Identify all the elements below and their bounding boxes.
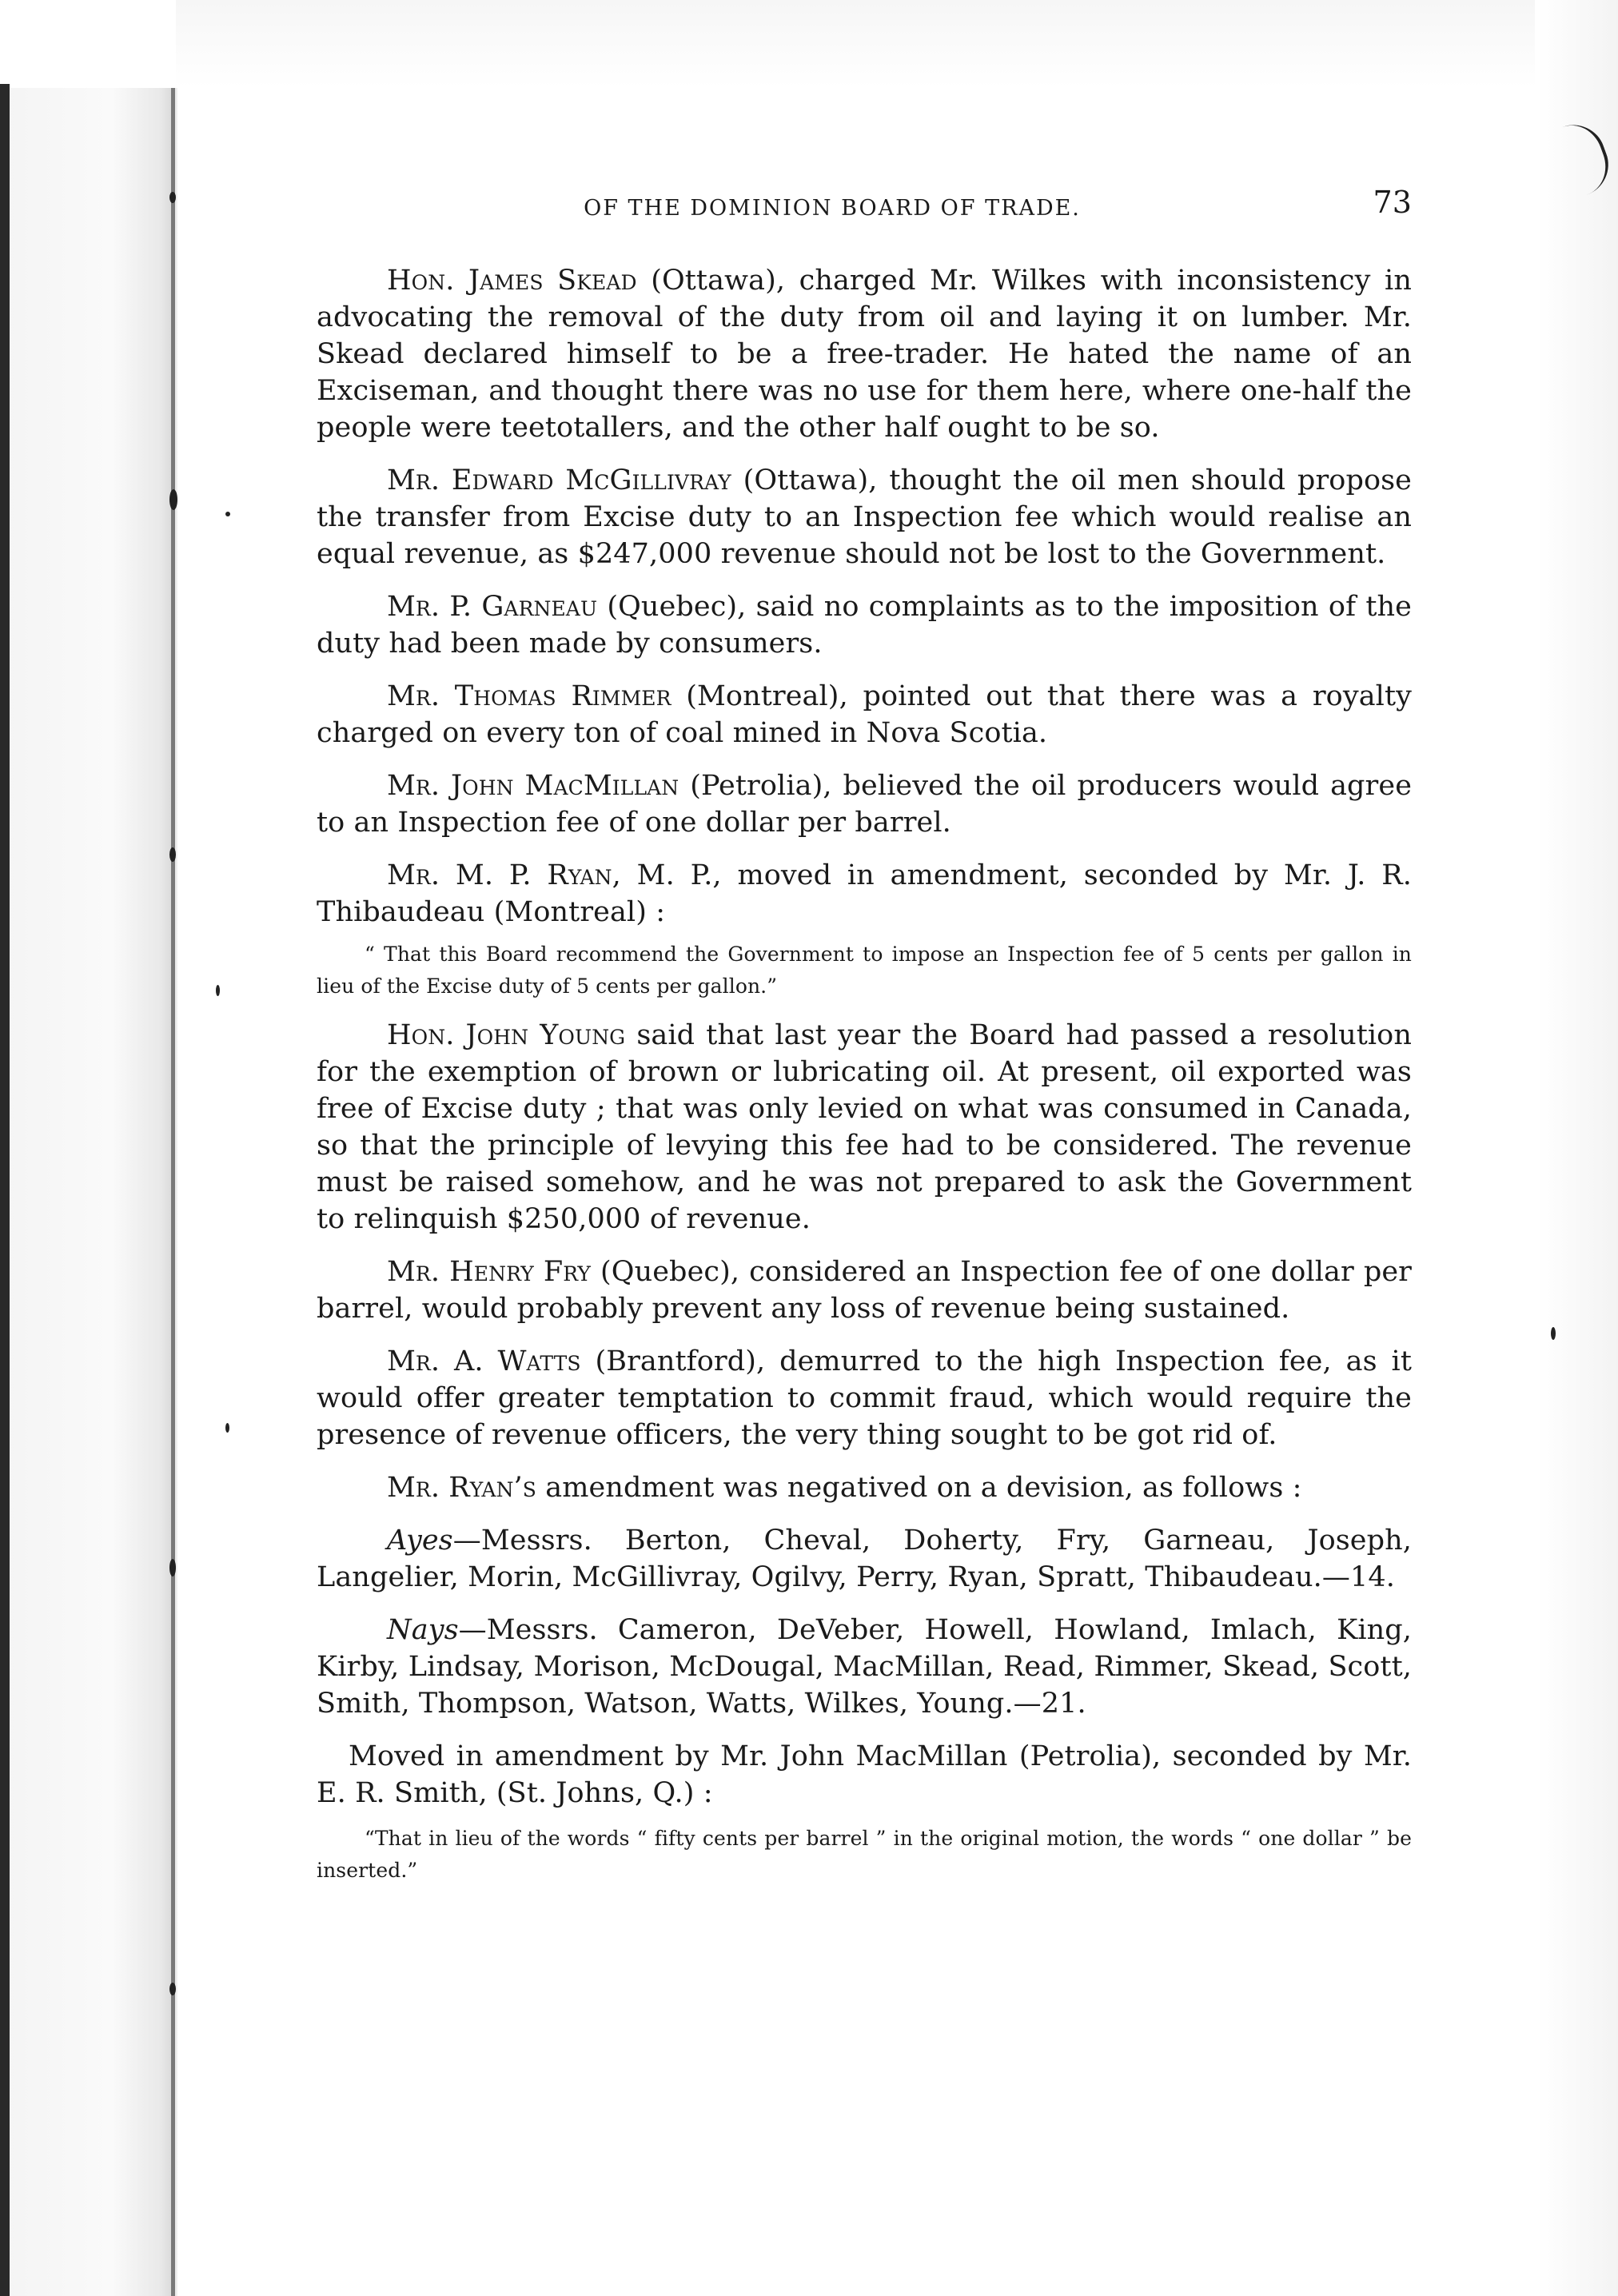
paragraph-text: , moved in amendment, seconded by Mr. J. R. Thibaudeau (Montreal) : [317, 859, 1412, 928]
page-number: 73 [1373, 185, 1412, 220]
bleed-mark [169, 489, 177, 510]
nays-label: Nays [387, 1614, 459, 1646]
amendment-lead: Moved in amendment by Mr. John MacMillan [349, 1740, 1008, 1772]
scan-dark-edge [0, 84, 10, 2296]
paragraph-text: (Petrolia), seconded by Mr. E. R. Smith, (St. Johns, Q.) : [317, 1740, 1412, 1809]
paragraph [317, 1017, 1412, 1238]
paragraph [317, 1343, 1412, 1453]
speaker-name: Mr. Ryan’s [387, 1472, 537, 1504]
paragraph [317, 588, 1412, 662]
bleed-mark [216, 985, 220, 996]
paragraph-text: (Brantford), demurred to the high Inspection fee, as it would offer greater temptation to commit fraud, which would require the presence of revenue officers, the very thing sought to be got rid of. [317, 1345, 1412, 1451]
speaker-name: Mr. P. Garneau [387, 591, 598, 623]
vote-nays [317, 1612, 1412, 1722]
paragraph-text: (Montreal), pointed out that there was a royalty charged on every ton of coal mined in Nova Scotia. [317, 680, 1412, 749]
paragraph [317, 462, 1412, 572]
previous-page-edge [0, 88, 177, 2296]
nays-list: —Messrs. Cameron, DeVeber, Howell, Howland, Imlach, King, Kirby, Lindsay, Morison, McDougal, MacMillan, Read, Rimmer, Skead, Scott, Smith, Thompson, Watson, Watts, Wilkes, Young.—21. [317, 1614, 1412, 1720]
top-shade [176, 0, 1535, 88]
paragraph [317, 678, 1412, 751]
running-head-title: OF THE DOMINION BOARD OF TRADE. [584, 196, 1081, 221]
paragraph-text: (Quebec), said no complaints as to the imposition of the duty had been made by consumers. [317, 591, 1412, 660]
bleed-mark [169, 1559, 176, 1577]
right-margin-shadow [1538, 0, 1618, 2296]
speaker-name: Mr. Henry Fry [387, 1256, 592, 1288]
block-quote: “That in lieu of the words “ fifty cents per barrel ” in the original motion, the words “ one dollar ” be inserted.” [317, 1827, 1412, 1882]
speaker-name: Mr. A. Watts [387, 1345, 581, 1377]
paragraph [317, 1254, 1412, 1327]
document-page [317, 184, 1412, 1901]
paragraph [317, 857, 1412, 931]
ayes-label: Ayes [387, 1525, 453, 1557]
paragraph-text: said that last year the Board had passed a resolution for the exemption of brown or lubricating oil. At present, oil exported was free of Excise duty ; that was only levied on what was consumed in Canada, so that the principle of levying this fee had to be considered. The revenue must be raised somehow, and he was not prepared to ask the Government to relinquish $250,000 of revenue. [317, 1019, 1412, 1235]
ayes-list: —Messrs. Berton, Cheval, Doherty, Fry, Garneau, Joseph, Langelier, Morin, McGillivray, Ogilvy, Perry, Ryan, Spratt, Thibaudeau.—14. [317, 1525, 1412, 1593]
paragraph-text: (Ottawa), charged Mr. Wilkes with inconsistency in advocating the removal of the duty from oil and laying it on lumber. Mr. Skead declared himself to be a free-trader. He hated the name of an Exciseman, and thought there was no use for them here, where one-half the people were teetotallers, and the other half ought to be so. [317, 265, 1412, 444]
speaker-name: Mr. M. P. Ryan, M. P. [387, 859, 713, 891]
paragraph [317, 767, 1412, 841]
speaker-name: Mr. Thomas Rimmer [387, 680, 672, 712]
paragraph [317, 262, 1412, 446]
speaker-name: Mr. Edward McGillivray [387, 464, 731, 496]
bleed-mark [169, 1983, 176, 1995]
running-head [317, 184, 1412, 232]
block-quote: “ That this Board recommend the Government to impose an Inspection fee of 5 cents per gallon in lieu of the Excise duty of 5 cents per gallon.” [317, 943, 1412, 998]
speaker-name: Hon. James Skead [387, 265, 637, 297]
paragraph [317, 1469, 1412, 1506]
bleed-mark [225, 1423, 229, 1433]
speaker-name: Hon. John Young [387, 1019, 626, 1051]
paragraph-text: (Ottawa), thought the oil men should propose the transfer from Excise duty to an Inspection fee which would realise an equal revenue, as $247,000 revenue should not be lost to the Government. [317, 464, 1412, 570]
paragraph [317, 1738, 1412, 1812]
bleed-mark [169, 847, 176, 862]
bleed-mark [225, 512, 230, 516]
book-spine-line [171, 88, 175, 2296]
paragraph-text: (Quebec), considered an Inspection fee of one dollar per barrel, would probably prevent any loss of revenue being sustained. [317, 1256, 1412, 1325]
bleed-mark [169, 192, 176, 203]
paragraph-text: (Petrolia), believed the oil producers would agree to an Inspection fee of one dollar per barrel. [317, 770, 1413, 839]
vote-ayes [317, 1522, 1412, 1596]
speaker-name: Mr. John MacMillan [387, 770, 679, 802]
bleed-mark [1551, 1327, 1556, 1340]
paragraph-text: amendment was negatived on a devision, as follows : [536, 1472, 1302, 1504]
